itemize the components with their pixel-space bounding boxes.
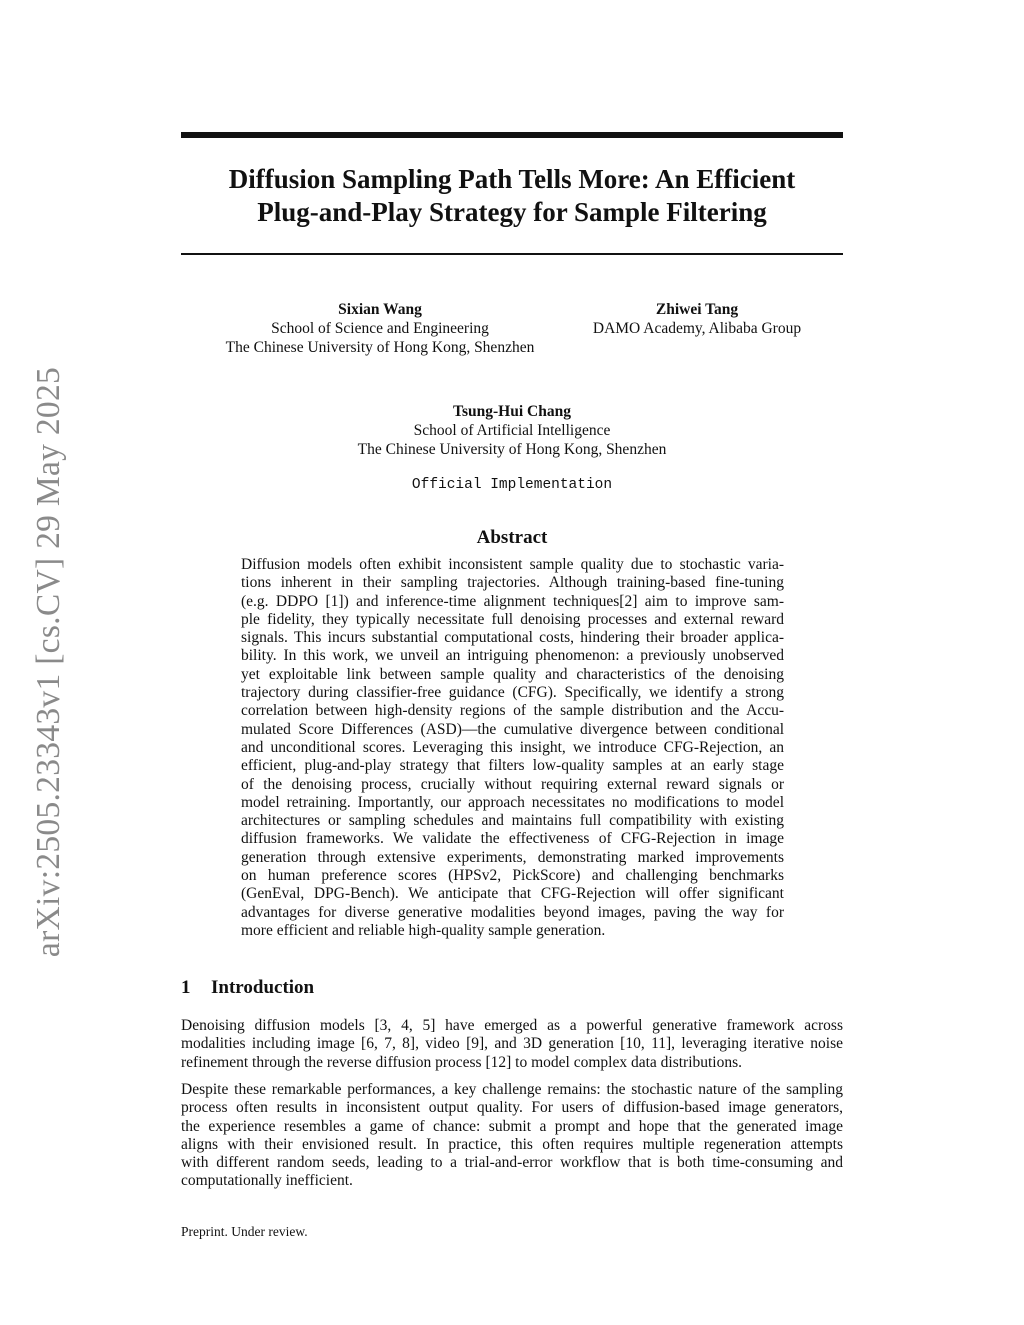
author-block (312, 402, 712, 459)
text-line: (GenEval, DPG-Bench). We anticipate that CFG-Rejection will offer significant (241, 885, 784, 903)
text-line: advantages for diverse generative modalities beyond images, paving the way for (241, 903, 784, 921)
arxiv-stamp: arXiv:2505.23343v1 [cs.CV] 29 May 2025 (30, 366, 67, 958)
text-line: and unconditional scores. Leveraging this insight, we introduce CFG-Rejection, an (241, 738, 784, 756)
section-title: Introduction (211, 977, 315, 998)
title-rule-top (181, 132, 843, 138)
text-line: aligns with their envisioned result. In practice, this often requires multiple regeneration attempts (181, 1135, 843, 1153)
abstract-body (241, 556, 784, 940)
intro-paragraph (181, 1017, 843, 1072)
author-affiliation: The Chinese University of Hong Kong, Shenzhen (357, 441, 667, 458)
text-line: mulated Score Differences (ASD)—the cumulative divergence between conditional (241, 720, 784, 738)
text-line: efficient, plug-and-play strategy that filters low-quality samples at an early stage (241, 757, 784, 775)
text-line: computationally inefficient. (181, 1172, 353, 1190)
text-line: refinement through the reverse diffusion process [12] to model complex data distributions. (181, 1053, 743, 1071)
author-affiliation: School of Artificial Intelligence (413, 422, 611, 439)
intro-paragraph (181, 1081, 843, 1191)
text-line: the experience resembles a game of chance: submit a prompt and hope that the generated image (181, 1117, 843, 1135)
author-affiliation: The Chinese University of Hong Kong, Shenzhen (225, 339, 535, 356)
official-implementation-link[interactable]: Official Implementation (411, 477, 613, 493)
text-line: architectures or sampling schedules and maintains full compatibility with existing (241, 812, 784, 830)
text-line: Denoising diffusion models [3, 4, 5] have emerged as a powerful generative framework across (181, 1017, 843, 1034)
title-rule-bottom (181, 253, 843, 255)
text-line: modalities including image [6, 7, 8], video [9], and 3D generation [10, 11], leveraging iterative noise (181, 1035, 843, 1053)
title-line: Plug-and-Play Strategy for Sample Filtering (257, 197, 767, 227)
text-line: Despite these remarkable performances, a key challenge remains: the stochastic nature of the sampling (181, 1081, 843, 1098)
paper-title (181, 163, 843, 229)
text-line: on human preference scores (HPSv2, PickScore) and challenging benchmarks (241, 867, 784, 885)
text-line: of the denoising process, crucially without requiring external reward signals or (241, 775, 784, 793)
text-line: with different random seeds, leading to a trial-and-error workflow that is both time-consuming and (181, 1154, 843, 1172)
author-name: Tsung-Hui Chang (453, 403, 571, 420)
text-line: trajectory during classifier-free guidance (CFG). Specifically, we identify a strong (241, 684, 784, 702)
author-block (200, 300, 560, 357)
author-block (566, 300, 828, 338)
abstract-heading: Abstract (476, 527, 548, 548)
section-heading (181, 977, 314, 999)
text-line: signals. This incurs substantial computational costs, hindering their broader applica- (241, 629, 784, 647)
text-line: model retraining. Importantly, our approach necessitates no modifications to model (241, 793, 784, 811)
footer-note: Preprint. Under review. (181, 1224, 308, 1239)
text-line: process often results in inconsistent output quality. For users of diffusion-based image generators, (181, 1099, 843, 1117)
text-line: tions inherent in their sampling trajectories. Although training-based fine-tuning (241, 574, 784, 592)
text-line: (e.g. DDPO [1]) and inference-time alignment techniques[2] aim to improve sam- (241, 592, 784, 610)
text-line: more efficient and reliable high-quality sample generation. (241, 921, 606, 939)
text-line: Diffusion models often exhibit inconsistent sample quality due to stochastic varia- (241, 556, 784, 573)
text-line: diffusion frameworks. We validate the effectiveness of CFG-Rejection in image (241, 830, 784, 848)
author-affiliation: DAMO Academy, Alibaba Group (592, 320, 802, 337)
text-line: correlation between high-density regions of the sample distribution and the Accu- (241, 702, 784, 720)
text-line: bility. In this work, we unveil an intriguing phenomenon: a previously unobserved (241, 647, 784, 665)
section-number: 1 (181, 977, 191, 998)
text-line: generation through extensive experiments, demonstrating marked improvements (241, 848, 784, 866)
text-line: yet exploitable link between sample quality and characteristics of the denoising (241, 665, 784, 683)
author-name: Sixian Wang (338, 301, 422, 318)
author-name: Zhiwei Tang (655, 301, 739, 318)
title-line: Diffusion Sampling Path Tells More: An Efficient (228, 164, 796, 194)
text-line: ple fidelity, they typically necessitate full denoising processes and external reward (241, 610, 784, 628)
author-affiliation: School of Science and Engineering (271, 320, 489, 337)
